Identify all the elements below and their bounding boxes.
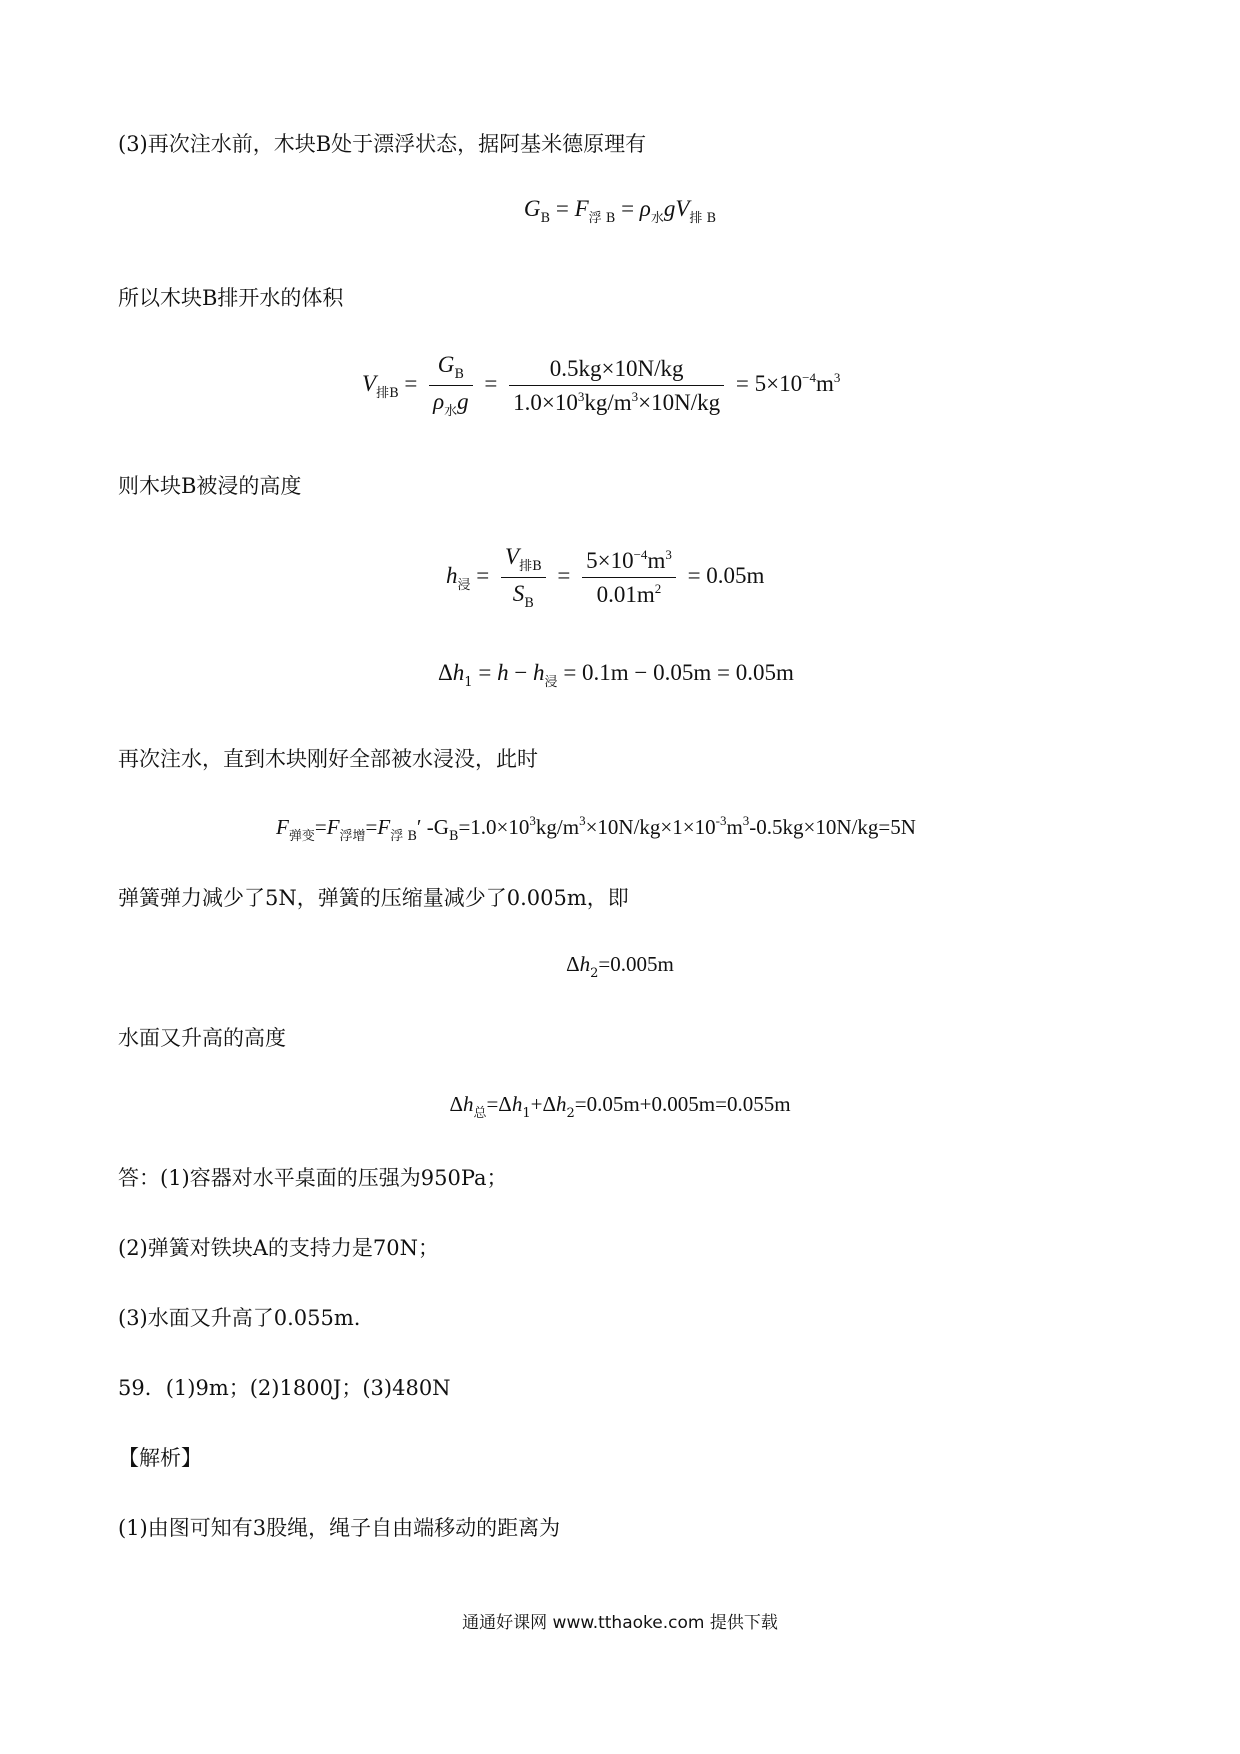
analysis-heading: 【解析】 xyxy=(118,1446,202,1470)
paragraph-water-rise: 水面又升高的高度 xyxy=(118,1026,286,1050)
paragraph-immersed-height: 则木块B被浸的高度 xyxy=(118,474,302,498)
equation-buoyancy: $G_B = F_{浮 B} = \rho_水gV_{排 B}$ xyxy=(523,196,717,226)
paragraph-archimedes-intro: (3)再次注水前，木块B处于漂浮状态，据阿基米德原理有 xyxy=(118,132,647,156)
equation-delta-h2: $\Delta h_2=0.005m$ xyxy=(566,952,674,981)
answer-3: (3)水面又升高了0.055m. xyxy=(118,1306,361,1330)
paragraph-displaced-volume: 所以木块B排开水的体积 xyxy=(118,286,344,310)
paragraph-reinject-water: 再次注水，直到木块刚好全部被水浸没，此时 xyxy=(118,747,538,771)
question-59-answers: 59．(1)9m；(2)1800J；(3)480N xyxy=(118,1376,451,1400)
paragraph-spring-reduction: 弹簧弹力减少了5N，弹簧的压缩量减少了0.005m，即 xyxy=(118,886,629,910)
equation-delta-h-total: $\Delta h_总=\Delta h_1+\Delta h_2=0.05m+0.005m=0.055m$ xyxy=(449,1092,791,1121)
equation-spring-force: $F_{弹变}=F_{浮增}=F_{浮 B}'$ $-G_B=1.0\times 10^3kg/m^3\times 10N/kg\times 1\times 10^{-3}m^3-0.5kg\times 10N/kg=5N$ xyxy=(276,813,916,844)
answer-2: (2)弹簧对铁块A的支持力是70N； xyxy=(118,1236,440,1260)
equation-delta-h1: $\Delta h_1 = h - h_浸 = 0.1m - 0.05m = 0.05m$ xyxy=(438,660,794,690)
equation-displaced-volume: $V_{排B}$ = $\frac{G_B}{\rho_水g}$ = $\frac{0.5kg\times 10N/kg}{1.0\times 10^3kg/m^3\times 10N/kg}$ = $5\times 10^{-4}m^3$ xyxy=(362,352,841,419)
page-footer: 通通好课网 www.tthaoke.com 提供下载 xyxy=(462,1613,778,1633)
analysis-paragraph-1: (1)由图可知有3股绳，绳子自由端移动的距离为 xyxy=(118,1516,561,1540)
equation-immersed-height: $h_浸$ = $\frac{V_{排B}}{S_B}$ = $\frac{5\times 10^{-4}m^3}{0.01m^2}$ = 0.05m xyxy=(446,544,765,611)
answer-1: 答：(1)容器对水平桌面的压强为950Pa； xyxy=(118,1166,508,1190)
